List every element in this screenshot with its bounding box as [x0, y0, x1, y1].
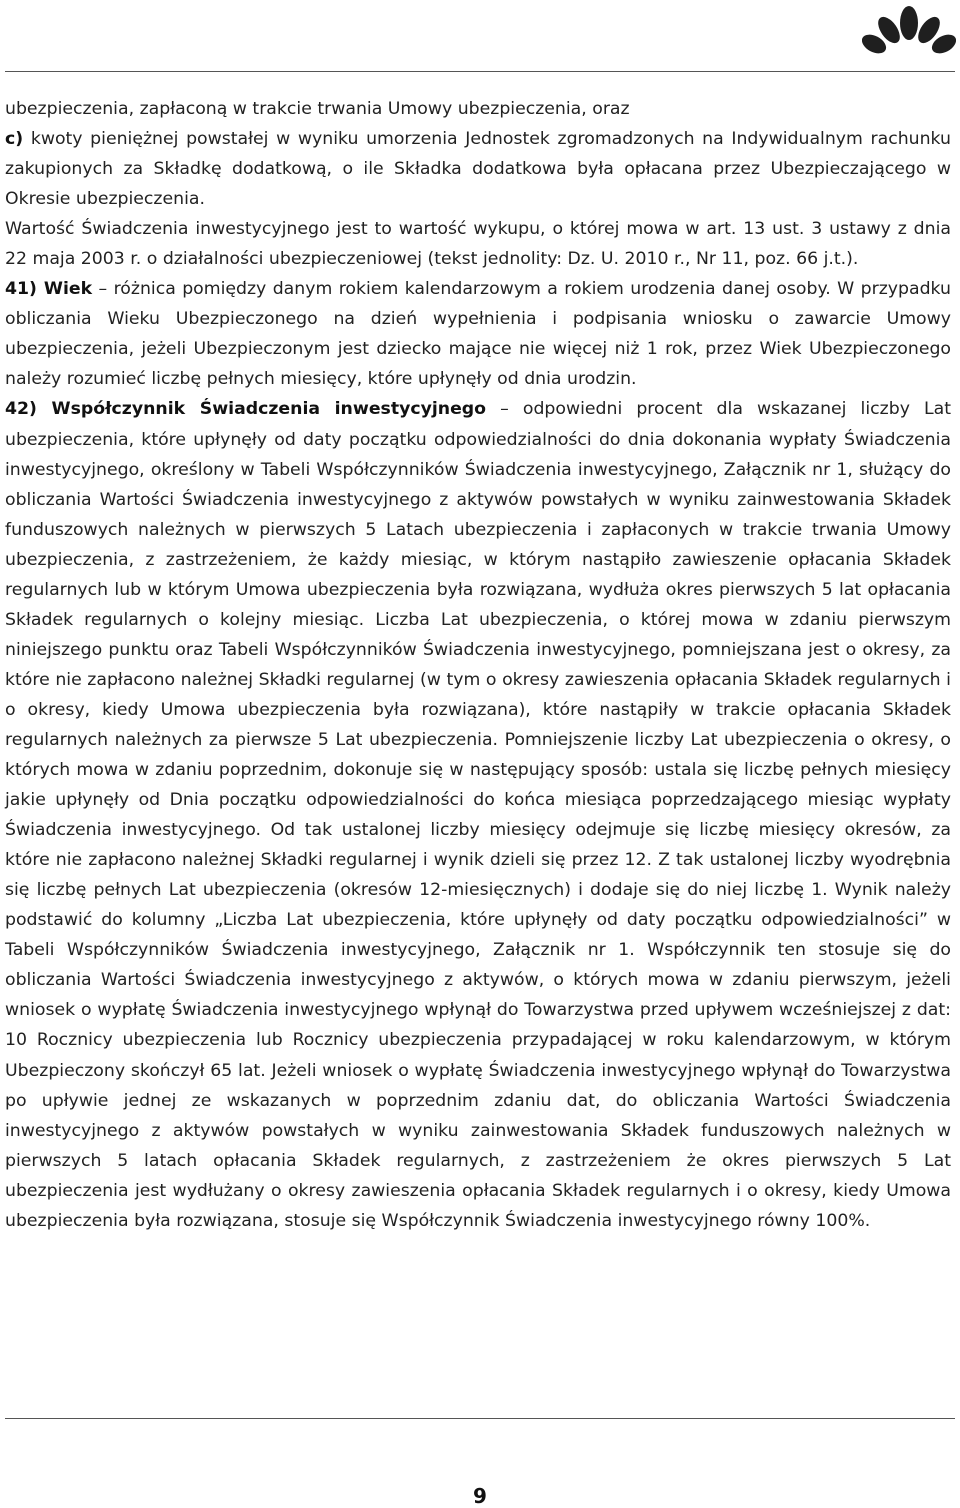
paragraph-continuation: ubezpieczenia, zapłaconą w trakcie trwania Umowy ubezpieczenia, oraz [5, 99, 630, 119]
list-item-text: kwoty pieniężnej powstałej w wyniku umorzenia Jednostek zgromadzonych na Indywidualnym rachunku zakupionych za Składkę dodatkową, o ile Składka dodatkowa była opłacana przez Ubezpieczającego w Okresie ubezpieczenia. [5, 129, 951, 210]
page-number: 9 [473, 1484, 487, 1508]
list-marker: c) [5, 129, 24, 150]
list-item-c [5, 124, 951, 214]
petal-fan-logo [862, 4, 956, 60]
definition-41 [5, 274, 951, 394]
paragraph-wartosc-swiadczenia: Wartość Świadczenia inwestycyjnego jest to wartość wykupu, o której mowa w art. 13 ust. 3 ustawy z dnia 22 maja 2003 r. o działalności ubezpieczeniowej (tekst jednolity: Dz. U. 2010 r., Nr 11, poz. 66 j.t.). [5, 219, 951, 270]
definition-term: 42) Współczynnik Świadczenia inwestycyjnego [5, 399, 487, 420]
footer-rule [5, 1418, 955, 1419]
header-rule [5, 71, 955, 72]
definition-term: 41) Wiek [5, 279, 93, 300]
document-body [5, 94, 951, 1236]
definition-text: – różnica pomiędzy danym rokiem kalendarzowym a rokiem urodzenia danej osoby. W przypadku obliczania Wieku Ubezpieczonego na dzień wypełnienia i podpisania wniosku o zawarcie Umowy ubezpieczenia, jeżeli Ubezpieczonym jest dziecko mające nie więcej niż 1 rok, przez Wiek Ubezpieczonego należy rozumieć liczbę pełnych miesięcy, które upłynęły od dnia urodzin. [5, 279, 951, 390]
definition-42 [5, 394, 951, 1235]
definition-text: – odpowiedni procent dla wskazanej liczby Lat ubezpieczenia, które upłynęły od daty początku odpowiedzialności do dnia dokonania wypłaty Świadczenia inwestycyjnego, określony w Tabeli Współczynników Świadczenia inwestycyjnego, Załącznik nr 1, służący do obliczania Wartości Świadczenia inwestycyjnego z aktywów powstałych w wyniku zainwestowania Składek funduszowych należnych w pierwszych 5 Latach ubezpieczenia i zapłaconych w trakcie trwania Umowy ubezpieczenia, z zastrzeżeniem, że każdy miesiąc, w którym nastąpiło zawieszenie opłacania Składek regularnych lub w którym Umowa ubezpieczenia była rozwiązana, wydłuża okres pierwszych 5 lat opłacania Składek regularnych o kolejny miesiąc. Liczba Lat ubezpieczenia, o której mowa w zdaniu pierwszym niniejszego punktu oraz Tabeli Współczynników Świadczenia inwestycyjnego, pomniejszana jest o okresy, za które nie zapłacono należnej Składki regularnej (w tym o okresy zawieszenia opłacania Składek regularnych i o okresy, kiedy Umowa ubezpieczenia była rozwiązana), które nastąpiły w trakcie opłacania Składek regularnych należnych za pierwsze 5 Lat ubezpieczenia. Pomniejszenie liczby Lat ubezpieczenia o okresy, o których mowa w zdaniu poprzednim, dokonuje się w następujący sposób: ustala się liczbę pełnych miesięcy jakie upłynęły od Dnia początku odpowiedzialności do końca miesiąca poprzedzającego miesiąc wypłaty Świadczenia inwestycyjnego. Od tak ustalonej liczby miesięcy odejmuje się liczbę miesięcy okresów, za które nie zapłacono należnej Składki regularnej i wynik dzieli się przez 12. Z tak ustalonej liczby wyodrębnia się liczbę pełnych Lat ubezpieczenia (okresów 12-miesięcznych) i dodaje się do niej liczbę 1. Wynik należy podstawić do kolumny „Liczba Lat ubezpieczenia, które upłynęły od daty początku odpowiedzialności” w Tabeli Współczynników Świadczenia inwestycyjnego, Załącznik nr 1. Współczynnik ten stosuje się do obliczania Wartości Świadczenia inwestycyjnego z aktywów, o których mowa w zdaniu pierwszym, jeżeli wniosek o wypłatę Świadczenia inwestycyjnego wpłynął do Towarzystwa przed upływem wcześniejszej z dat: 10 Rocznicy ubezpieczenia lub Rocznicy ubezpieczenia przypadającej w roku kalendarzowym, w którym Ubezpieczony skończył 65 lat. Jeżeli wniosek o wypłatę Świadczenia inwestycyjnego wpłynął do Towarzystwa po upływie jednej ze wskazanych w poprzednim zdaniu dat, do obliczania Wartości Świadczenia inwestycyjnego z aktywów powstałych w wyniku zainwestowania Składek funduszowych należnych w pierwszych 5 latach opłacania Składek regularnych, z zastrzeżeniem że okres pierwszych 5 Lat ubezpieczenia jest wydłużany o okresy zawieszenia opłacania Składek regularnych i o okresy, kiedy Umowa ubezpieczenia była rozwiązana, stosuje się Współczynnik Świadczenia inwestycyjnego równy 100%. [5, 399, 951, 1231]
